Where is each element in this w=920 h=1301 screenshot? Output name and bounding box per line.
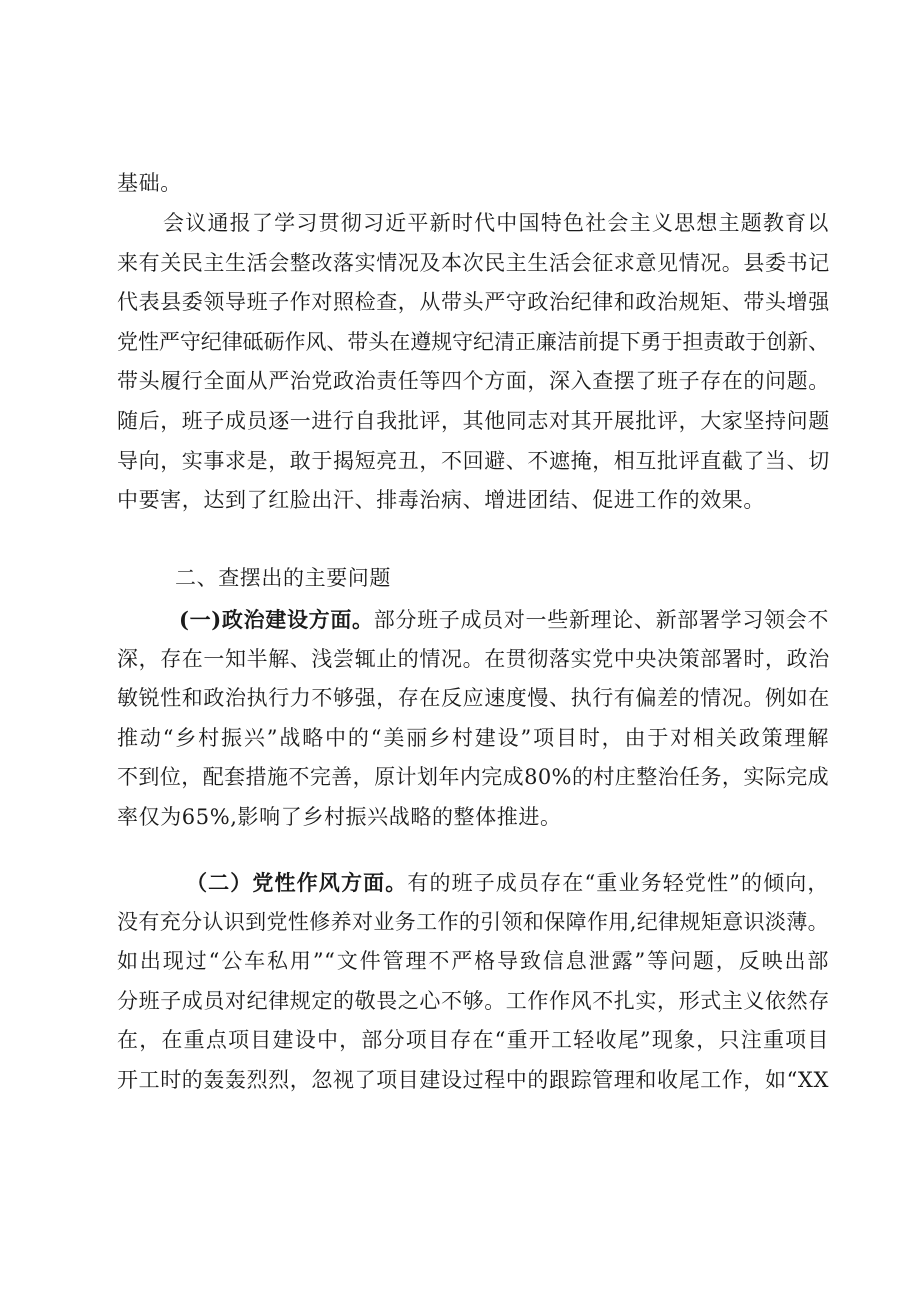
text-line: 随后，班子成员逐一进行自我批评，其他同志对其开展批评，大家坚持问题 <box>117 408 830 433</box>
text-line: 在，在重点项目建设中，部分项目存在“重开工轻收尾”现象，只注重项目 <box>117 1028 829 1053</box>
subsection-first-line <box>117 600 829 640</box>
text-line: 导向，实事求是，敢于揭短亮丑，不回避、不遮掩，相互批评直截了当、切 <box>117 448 830 473</box>
text-line: 深，存在一知半解、浅尝辄止的情况。在贯彻落实党中央决策部署时，政治 <box>117 646 830 671</box>
subsection-title: (一)政治建设方面。 <box>179 607 374 632</box>
text-line: 分班子成员对纪律规定的敬畏之心不够。工作作风不扎实，形式主义依然存 <box>117 988 830 1013</box>
text-line: 率仅为65%,影响了乡村振兴战略的整体推进。 <box>117 804 562 829</box>
text-line: 如出现过“公车私用”“文件管理不严格导致信息泄露”等问题，反映出部 <box>117 949 829 974</box>
paragraph-meeting-summary <box>117 204 829 521</box>
text-line: 带头履行全面从严治党政治责任等四个方面，深入查摆了班子存在的问题。 <box>117 369 830 394</box>
subsection-first-line <box>117 863 829 903</box>
text-line: 来有关民主生活会整改落实情况及本次民主生活会征求意见情况。县委书记 <box>117 250 830 275</box>
subsection-political-building <box>117 600 829 838</box>
text-line: 基础。 <box>117 171 182 195</box>
subsection-party-conduct <box>117 863 829 1101</box>
paragraph-continuation <box>117 164 829 204</box>
text-line: 开工时的轰轰烈烈，忽视了项目建设过程中的跟踪管理和收尾工作，如“XX <box>117 1067 830 1092</box>
text-line: 不到位，配套措施不完善，原计划年内完成80%的村庄整治任务，实际完成 <box>117 765 829 790</box>
text-line: 敏锐性和政治执行力不够强，存在反应速度慢、执行有偏差的情况。例如在 <box>117 686 830 711</box>
text-line: 推动“乡村振兴”战略中的“美丽乡村建设”项目时，由于对相关政策理解 <box>117 725 829 750</box>
subsection-first-text: 有的班子成员存在“重业务轻党性”的倾向， <box>407 871 829 895</box>
subsection-title: （二）党性作风方面。 <box>186 870 408 895</box>
section-heading-text: 二、查摆出的主要问题 <box>175 566 391 590</box>
text-line: 党性严守纪律砥砺作风、带头在遵规守纪清正廉洁前提下勇于担责敢于创新、 <box>117 329 829 354</box>
text-line: 没有充分认识到党性修养对业务工作的引领和保障作用,纪律规矩意识淡薄。 <box>117 909 829 934</box>
text-line: 中要害，达到了红脸出汗、排毒治病、增进团结、促进工作的效果。 <box>117 488 765 513</box>
text-line: 代表县委领导班子作对照检查，从带头严守政治纪律和政治规矩、带头增强 <box>117 290 830 315</box>
section-heading <box>117 559 829 599</box>
subsection-first-text: 部分班子成员对一些新理论、新部署学习领会不 <box>373 608 829 632</box>
text-line: 会议通报了学习贯彻习近平新时代中国特色社会主义思想主题教育以 <box>163 211 829 235</box>
